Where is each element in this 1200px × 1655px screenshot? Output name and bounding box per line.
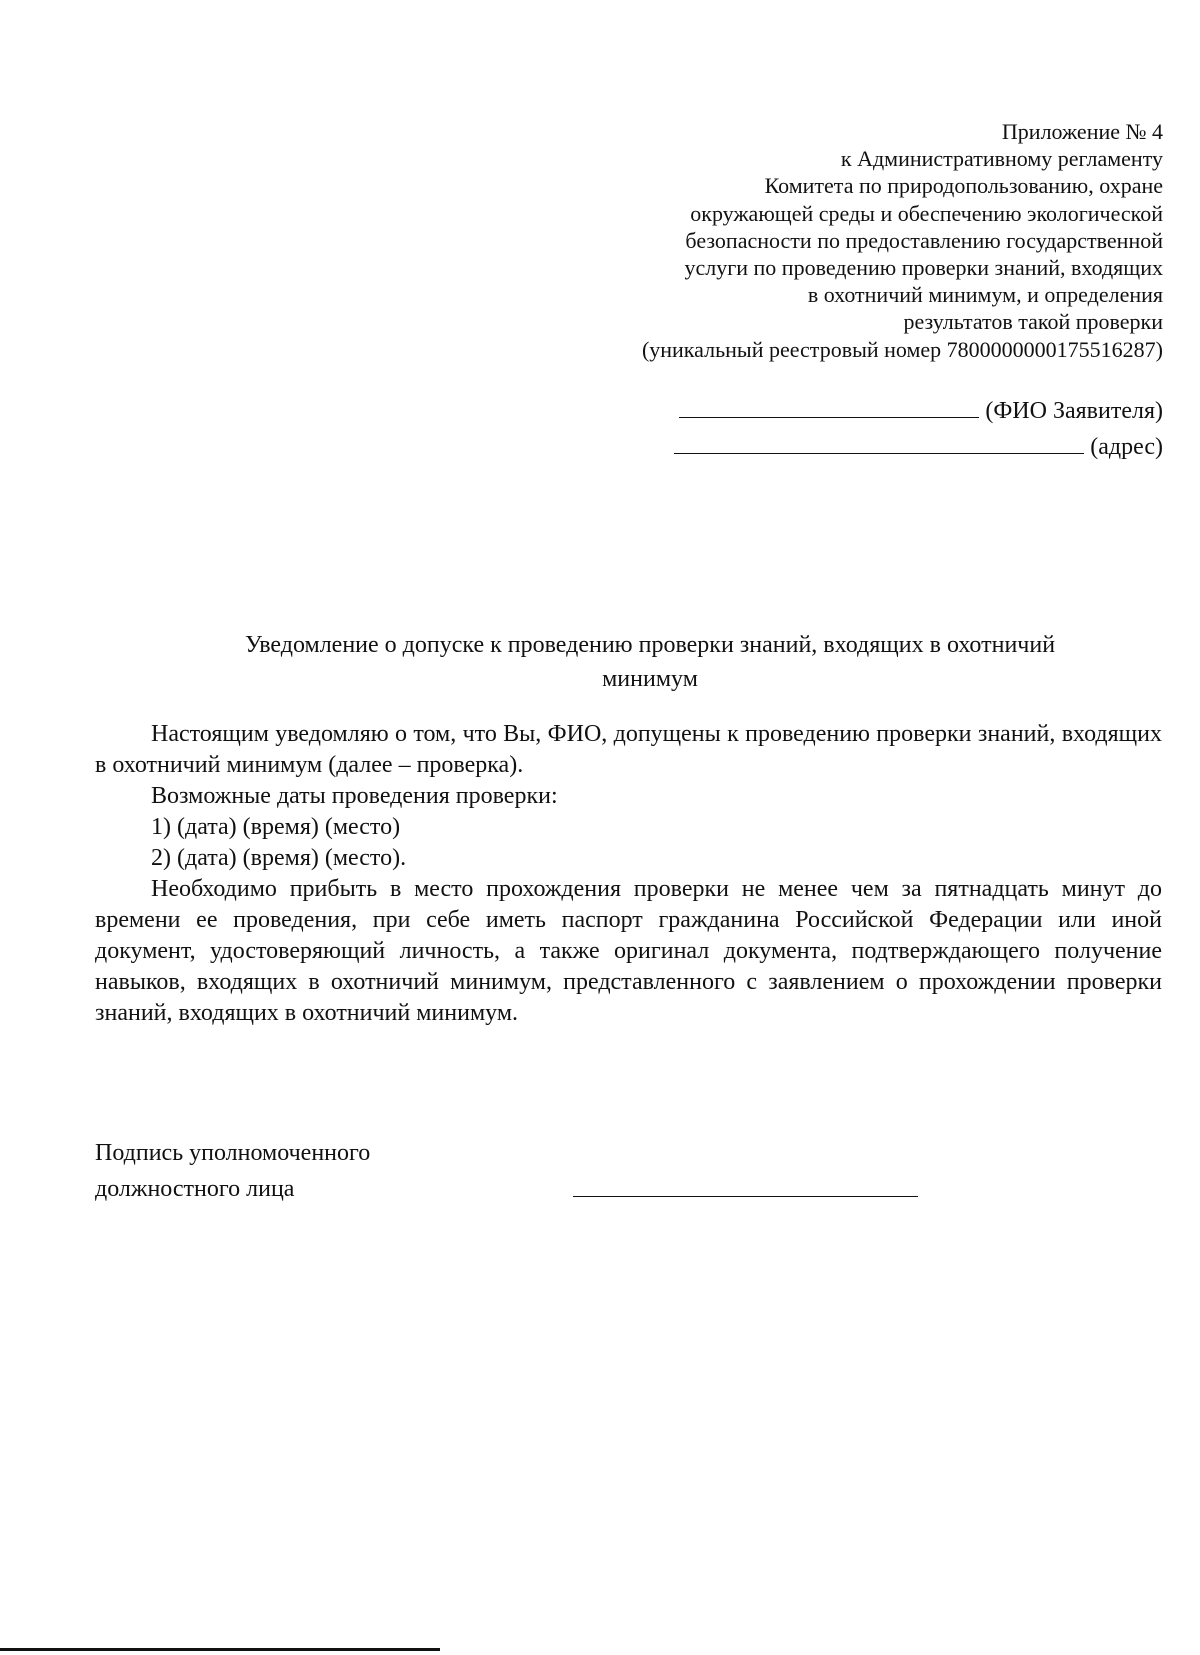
appendix-line: к Административному регламенту	[840, 146, 1163, 172]
body-paragraph-notice: Настоящим уведомляю о том, что Вы, ФИО, допущены к проведению проверки знаний, входящих в охотничий минимум (далее – проверка).	[95, 721, 1162, 778]
signature-blank-line	[573, 1196, 918, 1197]
appendix-line: Комитета по природопользованию, охране	[764, 173, 1163, 199]
address-label: (адрес)	[1090, 434, 1163, 460]
body-paragraph-instructions: Необходимо прибыть в место прохождения проверки не менее чем за пятнадцать минут до времени ее проведения, при себе иметь паспорт гражданина Российской Федерации или иной документ, удостоверяющий личность, а также оригинал документа, подтверждающего получение навыков, входящих в охотничий минимум, представленного с заявлением о прохождении проверки знаний, входящих в охотничий минимум.	[95, 876, 1162, 1026]
appendix-line: результатов такой проверки	[903, 309, 1163, 335]
appendix-line: Приложение № 4	[1001, 119, 1163, 144]
scan-edge-artifact	[0, 1648, 440, 1651]
fio-blank-line	[679, 395, 979, 418]
addressee-fio-row	[563, 393, 1163, 429]
document-title-line2: минимум	[602, 666, 698, 692]
appendix-line: окружающей среды и обеспечению экологической	[690, 200, 1163, 226]
signature-label-line1: Подпись уполномоченного	[95, 1140, 371, 1166]
appendix-header	[523, 118, 1163, 363]
fio-label: (ФИО Заявителя)	[985, 398, 1163, 424]
document-title-line1: Уведомление о допуске к проведению проверки знаний, входящих в охотничий	[244, 632, 1056, 658]
addressee-block	[563, 393, 1163, 465]
appendix-line: безопасности по предоставлению государственной	[685, 227, 1163, 253]
signature-block	[95, 1135, 370, 1207]
document-title	[150, 628, 1150, 696]
body-list-item-2: 2) (дата) (время) (место).	[151, 845, 407, 871]
appendix-line: услуги по проведению проверки знаний, входящих	[684, 255, 1163, 281]
appendix-line: в охотничий минимум, и определения	[807, 282, 1163, 308]
body-list-item-1: 1) (дата) (время) (место)	[151, 814, 401, 840]
appendix-line: (уникальный реестровый номер 7800000000175516287)	[641, 336, 1163, 362]
signature-label-line2: должностного лица	[95, 1176, 295, 1202]
address-blank-line	[674, 431, 1084, 454]
body-paragraph-dates-intro: Возможные даты проведения проверки:	[151, 783, 558, 809]
document-body	[95, 719, 1162, 1029]
addressee-address-row	[563, 429, 1163, 465]
